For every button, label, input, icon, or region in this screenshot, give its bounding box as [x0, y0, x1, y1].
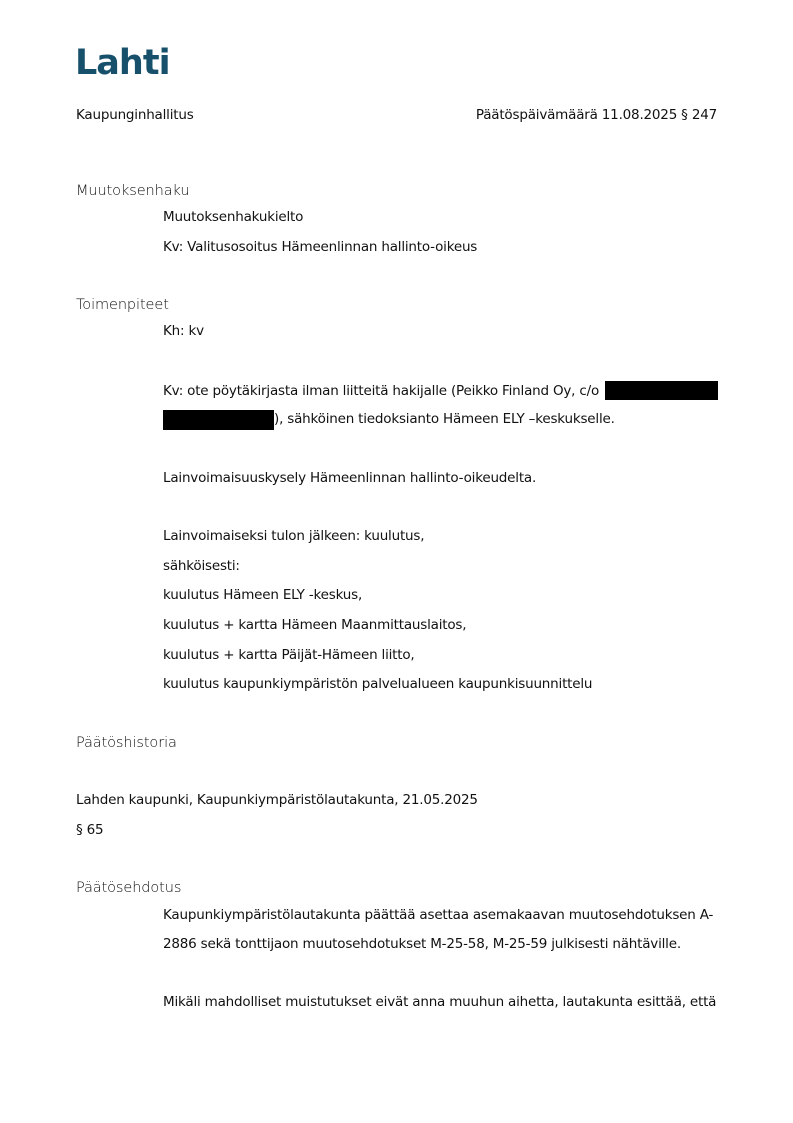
- organ-name: Kaupunginhallitus: [76, 107, 194, 123]
- paragraph: Muutoksenhakukielto: [163, 209, 304, 225]
- paragraph: § 65: [76, 822, 104, 838]
- paragraph: kuulutus + kartta Päijät-Hämeen liitto,: [163, 647, 415, 663]
- section-heading-paatosehdotus: Päätösehdotus: [76, 880, 182, 896]
- paragraph: Lainvoimaiseksi tulon jälkeen: kuulutus,: [163, 528, 425, 544]
- paragraph: ), sähköinen tiedoksianto Hämeen ELY –keskukselle.: [274, 411, 615, 427]
- paragraph: Kaupunkiympäristölautakunta päättää asettaa asemakaavan muutosehdotuksen A-: [163, 907, 714, 923]
- redaction-block: [163, 410, 274, 430]
- paragraph: kuulutus Hämeen ELY -keskus,: [163, 587, 363, 603]
- paragraph: kuulutus + kartta Hämeen Maanmittauslaitos,: [163, 617, 467, 633]
- paragraph: Kv: ote pöytäkirjasta ilman liitteitä hakijalle (Peikko Finland Oy, c/o: [163, 383, 600, 399]
- paragraph: 2886 sekä tonttijaon muutosehdotukset M-25-58, M-25-59 julkisesti nähtäville.: [163, 936, 681, 952]
- decision-date: Päätöspäivämäärä 11.08.2025 § 247: [475, 107, 717, 123]
- section-heading-paatoshistoria: Päätöshistoria: [76, 735, 177, 751]
- paragraph: kuulutus kaupunkiympäristön palvelualueen kaupunkisuunnittelu: [163, 676, 593, 692]
- section-heading-toimenpiteet: Toimenpiteet: [76, 297, 169, 313]
- paragraph: Lahden kaupunki, Kaupunkiympäristölautakunta, 21.05.2025: [76, 792, 478, 808]
- paragraph: Kh: kv: [163, 323, 204, 339]
- lahti-logo: Lahti: [75, 43, 170, 83]
- redaction-block: [605, 381, 718, 400]
- paragraph: Mikäli mahdolliset muistutukset eivät anna muuhun aihetta, lautakunta esittää, että: [163, 994, 717, 1010]
- paragraph: sähköisesti:: [163, 558, 240, 574]
- section-heading-muutoksenhaku: Muutoksenhaku: [76, 183, 190, 199]
- paragraph: Kv: Valitusosoitus Hämeenlinnan hallinto-oikeus: [163, 239, 478, 255]
- paragraph: Lainvoimaisuuskysely Hämeenlinnan hallinto-oikeudelta.: [163, 470, 537, 486]
